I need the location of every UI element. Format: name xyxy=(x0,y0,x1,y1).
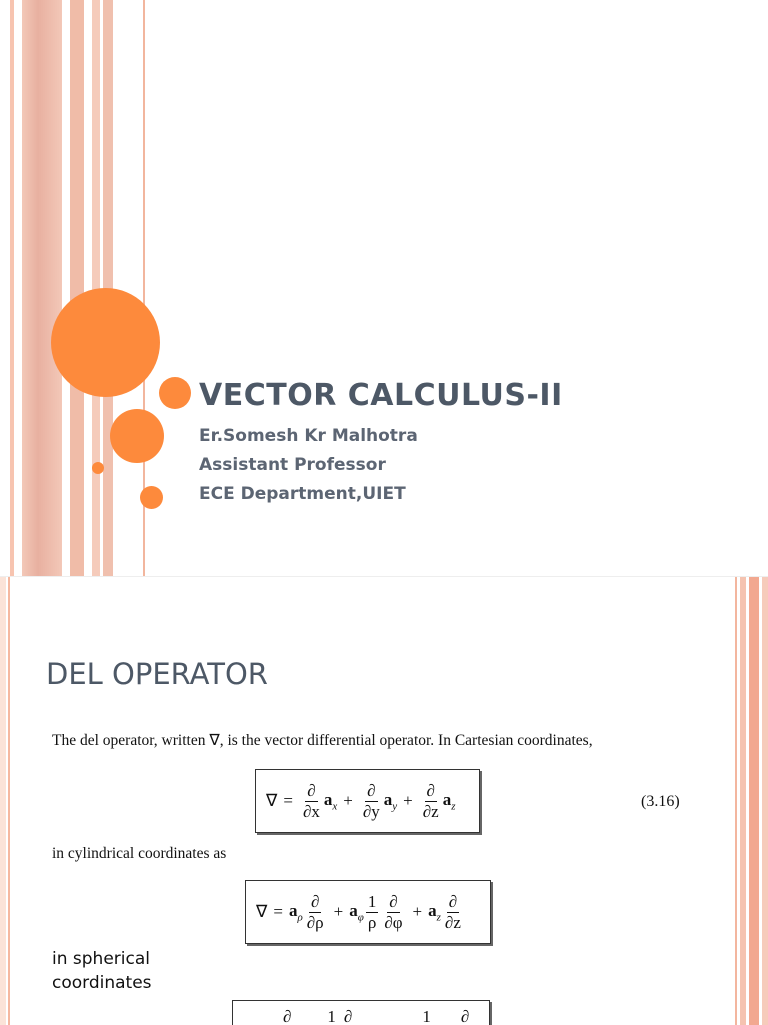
spherical-label: in spherical coordinates xyxy=(52,949,152,993)
fraction-denominator: ∂y xyxy=(362,801,380,821)
decorative-stripe xyxy=(0,577,6,1025)
decorative-circle xyxy=(92,462,104,474)
plus-sign: + xyxy=(403,791,413,810)
partial-fraction xyxy=(443,892,463,933)
intro-text: The del operator, written ∇, is the vector differential operator. In Cartesian coordinates, xyxy=(52,732,593,749)
numeral-one: 1 xyxy=(422,1007,431,1025)
partial-symbol: ∂ xyxy=(343,1007,353,1025)
plus-sign: + xyxy=(343,791,353,810)
author-name: Er.Somesh Kr Malhotra xyxy=(199,426,418,446)
fraction-denominator: ∂φ xyxy=(384,912,403,932)
fraction-numerator: ∂ xyxy=(389,891,398,911)
fraction xyxy=(366,892,379,933)
decorative-stripe xyxy=(22,0,62,576)
unit-vector: $a_\rho$ xyxy=(288,900,303,924)
partial-symbol: ∂ xyxy=(460,1007,470,1025)
unit-vector: $a_z$ xyxy=(442,789,456,813)
decorative-circle xyxy=(110,409,164,463)
unit-vector: $a_\varphi$ xyxy=(349,900,364,924)
partial-fraction xyxy=(305,892,326,933)
decorative-stripe xyxy=(749,577,759,1025)
partial-fraction xyxy=(382,892,404,933)
decorative-stripe xyxy=(8,577,10,1025)
nabla-symbol: ∇ xyxy=(256,902,268,921)
decorative-circle xyxy=(159,377,191,409)
fraction-numerator: 1 xyxy=(367,891,377,911)
decorative-circle xyxy=(51,288,160,397)
unit-vector: $a_z$ xyxy=(428,900,441,924)
slide-heading: DEL OPERATOR xyxy=(46,657,268,691)
author-department: ECE Department,UIET xyxy=(199,484,406,504)
decorative-stripe xyxy=(735,577,737,1025)
decorative-stripe xyxy=(740,577,746,1025)
numeral-one: 1 xyxy=(327,1007,336,1025)
partial-fraction xyxy=(421,781,441,822)
fraction-numerator: ∂ xyxy=(307,780,316,800)
author-position: Assistant Professor xyxy=(199,455,386,475)
spherical-equation xyxy=(232,1000,490,1025)
nabla-symbol: ∇ xyxy=(266,791,278,810)
cylindrical-equation xyxy=(245,880,491,944)
fraction-numerator: ∂ xyxy=(310,891,320,911)
decorative-circle xyxy=(140,486,163,509)
unit-vector: $a_y$ xyxy=(383,789,398,813)
fraction-denominator: ∂z xyxy=(422,801,439,821)
decorative-stripe xyxy=(762,577,768,1025)
fraction-numerator: ∂ xyxy=(367,780,376,800)
decorative-stripe xyxy=(70,0,84,576)
content-slide xyxy=(0,576,768,1025)
decorative-stripe xyxy=(10,0,14,576)
fraction-denominator: ∂ρ xyxy=(306,912,324,932)
fraction-numerator: ∂ xyxy=(426,780,435,800)
partial-symbol: ∂ xyxy=(283,1007,292,1025)
cartesian-equation xyxy=(255,769,480,833)
slide-title: VECTOR CALCULUS-II xyxy=(199,378,563,413)
cylindrical-label: in cylindrical coordinates as xyxy=(52,845,227,862)
partial-fraction xyxy=(301,781,322,822)
fraction-denominator: ρ xyxy=(367,912,377,932)
plus-sign: + xyxy=(412,902,423,921)
unit-vector: $a_x$ xyxy=(323,789,338,813)
plus-sign: + xyxy=(333,902,344,921)
fraction-denominator: ∂z xyxy=(444,912,461,932)
fraction-numerator: ∂ xyxy=(448,891,458,911)
partial-fraction xyxy=(361,781,382,822)
equation-number: (3.16) xyxy=(641,793,680,810)
equals-sign: = xyxy=(273,902,283,921)
fraction-denominator: ∂x xyxy=(302,801,320,821)
equals-sign: = xyxy=(283,791,293,810)
